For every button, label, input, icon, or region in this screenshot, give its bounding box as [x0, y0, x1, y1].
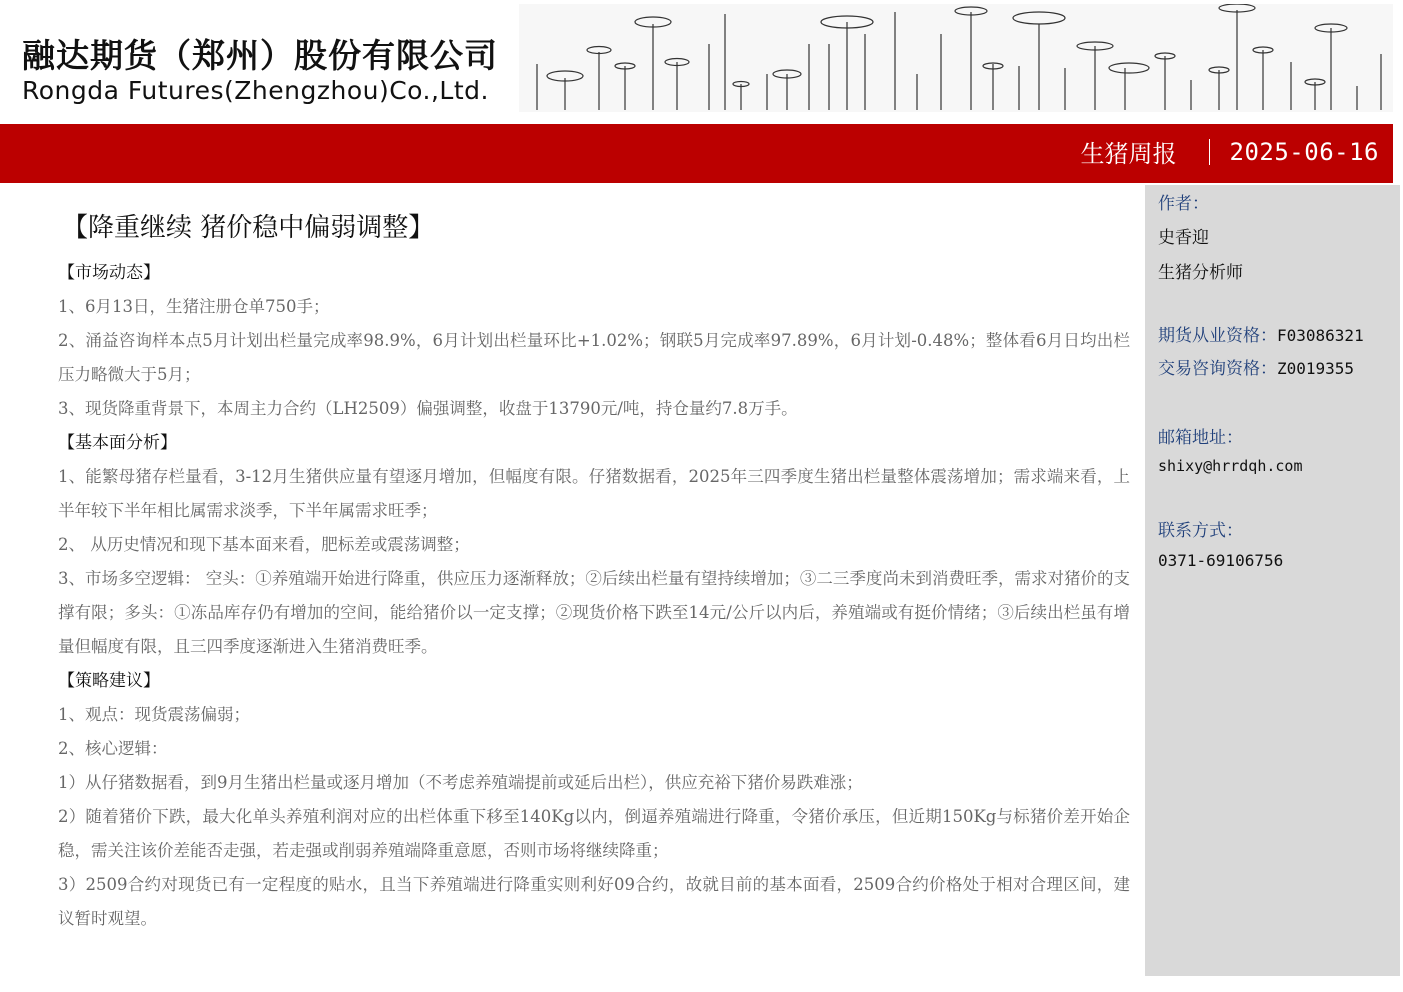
email-value[interactable]: shixy@hrrdqh.com	[1158, 457, 1303, 475]
market-para-1: 1、6月13日，生猪注册仓单750手；	[58, 297, 330, 316]
title-separator	[1209, 139, 1210, 165]
company-name-cn: 融达期货（郑州）股份有限公司	[22, 36, 498, 75]
contact-phone: 0371-69106756	[1158, 551, 1284, 570]
futures-qualification	[1158, 321, 1364, 346]
futures-qualification-value: F03086321	[1277, 326, 1364, 345]
strategy-para-4: 2）随着猪价下跌，最大化单头养殖利润对应的出栏体重下移至140Kg以内，倒逼养殖端进行降重，令猪价承压，但近期150Kg与标猪价差开始企稳，需关注该价差能否走强，若走强或削弱养殖端降重意愿，否则市场将继续降重；	[58, 807, 1130, 860]
report-body	[58, 200, 1130, 936]
report-type: 生猪周报	[1080, 140, 1177, 168]
fundamentals-para-1: 1、能繁母猪存栏量看，3-12月生猪供应量有望逐月增加，但幅度有限。仔猪数据看，2025年三四季度生猪出栏量整体震荡增加；需求端来看，上半年较下半年相比属需求淡季，下半年属需求旺季；	[58, 467, 1130, 520]
company-name-en: Rongda Futures(Zhengzhou)Co.,Ltd.	[22, 76, 489, 105]
strategy-para-1: 1、观点：现货震荡偏弱；	[58, 705, 250, 724]
decorative-lines-graphic	[519, 4, 1393, 112]
advisory-qualification-label: 交易咨询资格：	[1158, 359, 1277, 379]
advisory-qualification	[1158, 354, 1354, 379]
strategy-para-2: 2、核心逻辑：	[58, 739, 168, 758]
report-headline: 【降重继续 猪价稳中偏弱调整】	[62, 213, 435, 243]
header-decorative-banner	[519, 4, 1393, 112]
section-heading-strategy: 【策略建议】	[58, 671, 160, 691]
page-header	[0, 0, 1403, 122]
author-title: 生猪分析师	[1158, 263, 1243, 283]
advisory-qualification-value: Z0019355	[1277, 359, 1355, 378]
fundamentals-para-2: 2、 从历史情况和现下基本面来看，肥标差或震荡调整；	[58, 535, 470, 554]
strategy-para-3: 1）从仔猪数据看，到9月生猪出栏量或逐月增加（不考虑养殖端提前或延后出栏），供应充裕下猪价易跌难涨；	[58, 773, 863, 792]
email-label: 邮箱地址：	[1158, 428, 1243, 448]
author-label: 作者：	[1158, 194, 1209, 214]
contact-label: 联系方式：	[1158, 521, 1243, 541]
report-title-group	[1081, 134, 1380, 169]
market-para-2: 2、涌益咨询样本点5月计划出栏量完成率98.9%，6月计划出栏量环比+1.02%；钢联5月完成率97.89%，6月计划-0.48%；整体看6月日均出栏压力略微大于5月；	[58, 331, 1130, 384]
section-heading-market: 【市场动态】	[58, 263, 160, 283]
section-heading-fundamentals: 【基本面分析】	[58, 433, 177, 453]
author-sidebar	[1145, 185, 1400, 976]
fundamentals-para-3: 3、市场多空逻辑： 空头：①养殖端开始进行降重，供应压力逐渐释放；②后续出栏量有望持续增加；③二三季度尚未到消费旺季，需求对猪价的支撑有限；多头：①冻品库存仍有增加的空间，能给猪价以一定支撑；②现货价格下跌至14元/公斤以内后，养殖端或有挺价情绪；③后续出栏虽有增量但幅度有限，且三四季度逐渐进入生猪消费旺季。	[58, 569, 1130, 656]
report-title-bar	[0, 124, 1393, 183]
report-date: 2025-06-16	[1229, 137, 1379, 166]
futures-qualification-label: 期货从业资格：	[1158, 326, 1277, 346]
strategy-para-5: 3）2509合约对现货已有一定程度的贴水，且当下养殖端进行降重实则利好09合约，故就目前的基本面看，2509合约价格处于相对合理区间，建议暂时观望。	[58, 875, 1130, 928]
market-para-3: 3、现货降重背景下，本周主力合约（LH2509）偏强调整，收盘于13790元/吨，持仓量约7.8万手。	[58, 399, 798, 418]
author-name: 史香迎	[1158, 228, 1209, 248]
